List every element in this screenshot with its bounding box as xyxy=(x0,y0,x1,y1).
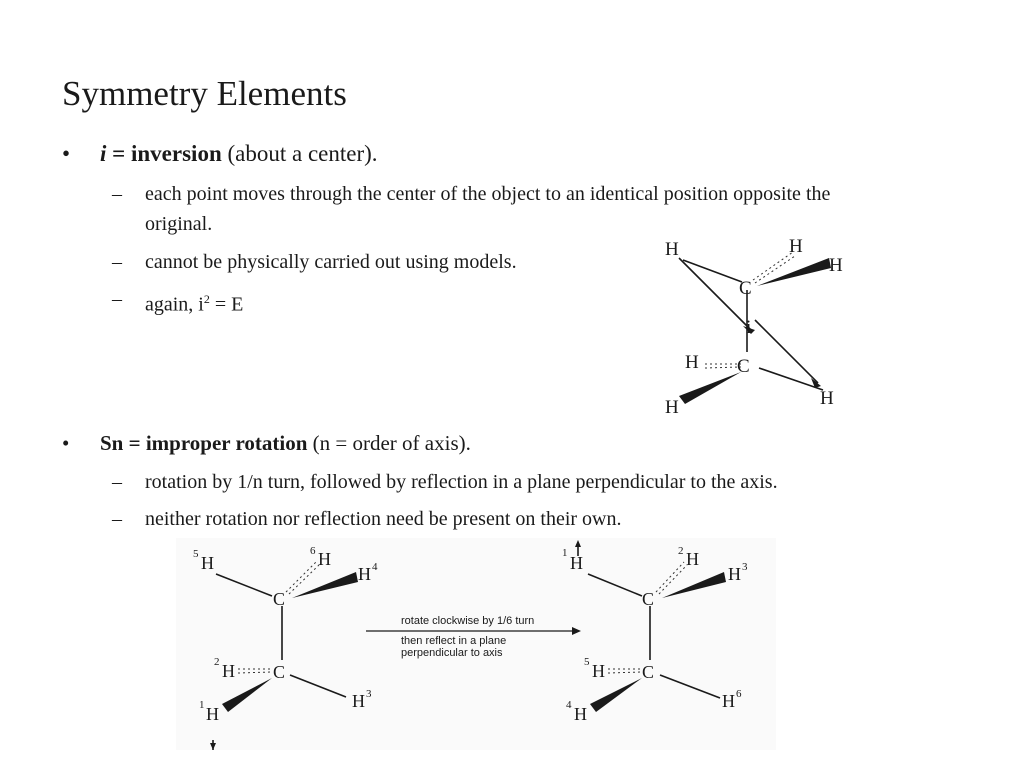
dash-marker: – xyxy=(112,471,122,493)
inversion-diagram xyxy=(655,230,865,420)
atom-c: C xyxy=(273,662,286,682)
atom-h: H xyxy=(570,553,583,573)
atom-number: 6 xyxy=(310,545,316,557)
superscript-2: 2 xyxy=(203,292,210,306)
atom-number: 2 xyxy=(678,545,684,557)
dash-marker: – xyxy=(112,251,122,273)
arrow-label-bottom-1: then reflect in a plane xyxy=(401,635,507,647)
wedge-bond xyxy=(757,258,831,286)
atom-h: H xyxy=(352,691,365,711)
bullet-text xyxy=(100,431,471,456)
sub-text: rotation by 1/n turn, followed by reflection in a plane perpendicular to the axis. xyxy=(145,471,778,493)
atom-number: 2 xyxy=(214,656,220,668)
arrow-label-top: rotate clockwise by 1/6 turn xyxy=(401,615,535,627)
sub-text: neither rotation nor reflection need be present on their own. xyxy=(145,508,622,530)
inversion-symbol: i xyxy=(100,141,107,166)
again-i: again, i xyxy=(145,293,204,316)
atom-c: C xyxy=(642,589,655,609)
atom-number: 1 xyxy=(562,547,568,559)
bullet-marker: • xyxy=(62,431,70,455)
inversion-desc: (about a center). xyxy=(221,141,378,166)
atom-h: H xyxy=(728,564,741,584)
sub-text: each point moves through the center of the object to an identical position opposite the original. xyxy=(145,183,831,235)
atom-h: H xyxy=(318,549,331,569)
atom-number: 3 xyxy=(366,688,372,700)
atom-number: 5 xyxy=(193,548,199,560)
arrow-label-bottom-2: perpendicular to axis xyxy=(401,647,503,659)
bullet-text xyxy=(100,141,378,167)
wedge-bond xyxy=(679,372,741,404)
atom-h: H xyxy=(829,255,843,276)
dash-marker: – xyxy=(112,508,122,530)
atom-h: H xyxy=(201,553,214,573)
atom-number: 6 xyxy=(736,688,742,700)
atom-h: H xyxy=(592,661,605,681)
inversion-center: i xyxy=(746,317,752,338)
sub-text xyxy=(145,284,243,320)
atom-c: C xyxy=(273,589,286,609)
dash-marker: – xyxy=(112,183,122,205)
equals: = xyxy=(106,141,131,166)
atom-number: 5 xyxy=(584,656,590,668)
sn-desc: (n = order of axis). xyxy=(307,431,471,455)
atom-h: H xyxy=(820,388,834,409)
atom-c: C xyxy=(737,356,750,377)
sn-diagram xyxy=(176,538,776,750)
sub-text: cannot be physically carried out using models. xyxy=(145,251,517,273)
atom-h: H xyxy=(686,549,699,569)
bullet-marker: • xyxy=(62,141,71,166)
atom-h: H xyxy=(685,352,699,373)
inversion-arrow-2 xyxy=(755,320,818,383)
sn-term: Sn = improper rotation xyxy=(100,431,308,455)
atom-number: 1 xyxy=(199,699,205,711)
dash-marker: – xyxy=(112,288,122,310)
atom-h: H xyxy=(722,691,735,711)
atom-h: H xyxy=(665,239,679,260)
atom-h: H xyxy=(665,397,679,418)
atom-h: H xyxy=(222,661,235,681)
atom-h: H xyxy=(206,704,219,724)
atom-number: 4 xyxy=(372,561,378,573)
slide-title: Symmetry Elements xyxy=(62,74,347,113)
atom-h: H xyxy=(574,704,587,724)
atom-number: 3 xyxy=(742,561,748,573)
atom-c: C xyxy=(739,278,752,299)
atom-c: C xyxy=(642,662,655,682)
atom-h: H xyxy=(358,564,371,584)
equals-e: = E xyxy=(209,293,244,316)
inversion-term: inversion xyxy=(131,141,222,166)
atom-h: H xyxy=(789,236,803,257)
atom-number: 4 xyxy=(566,699,572,711)
